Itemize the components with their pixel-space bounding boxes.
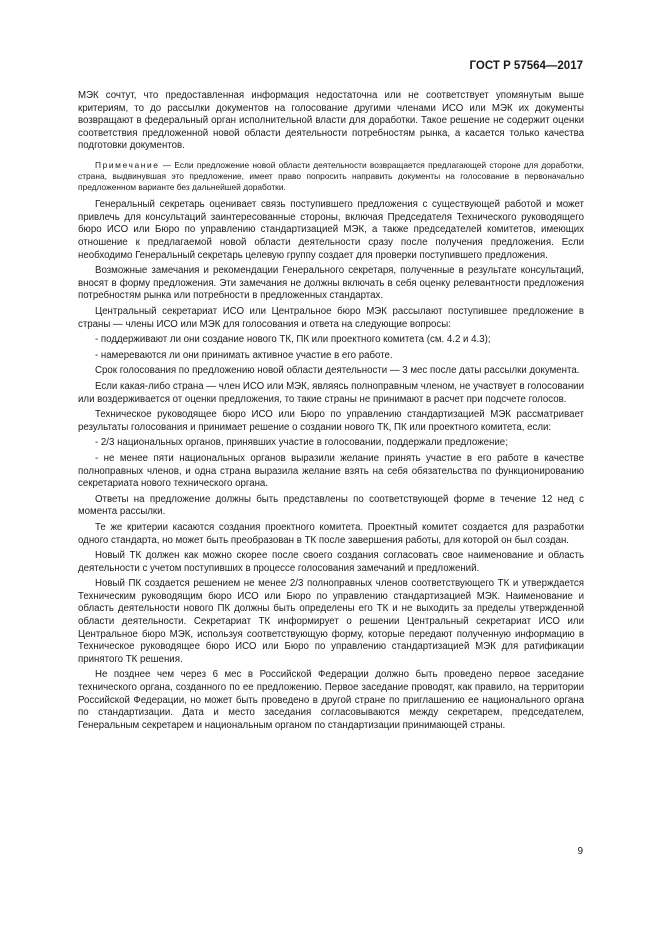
paragraph: Срок голосования по предложению новой области деятельности — 3 мес после даты рассылки документа. (95, 365, 580, 377)
paragraph: Техническое руководящее бюро ИСО или Бюро по управлению стандартизацией МЭК рассматривает результаты голосования и принимает решение о создании нового ТК, ПК или проектного комитета, если: (78, 409, 584, 433)
standard-number: ГОСТ Р 57564—2017 (469, 60, 583, 72)
paragraph: МЭК сочтут, что предоставленная информация недостаточна или не соответствует упомянутым выше критериям, то до рассылки документов на голосование другими членами ИСО или МЭК их документы возвращают в федеральный орган исполнительной власти для доработки. Такое решение не содержит оценки соответствия предложенной новой области деятельности потребностям рынка, а касается только качества подготовки документов. (78, 90, 584, 152)
paragraph: Ответы на предложение должны быть представлены по соответствующей форме в течение 12 нед с момента рассылки. (78, 493, 584, 518)
list-item: - намереваются ли они принимать активное участие в его работе. (95, 349, 393, 361)
page-number: 9 (577, 846, 583, 857)
paragraph: Не позднее чем через 6 мес в Российской Федерации должно быть проведено первое заседание технического органа, созданного по ее предложению. Первое заседание проводят, как правило, на территории Российской Федерации, но может быть проведено в другой стране по приглашению ее национального органа по стандартизации. Дата и место заседания согласовываются между секретарем, председателем, Генеральным секретарем и национальным органом по стандартизации принимающей страны. (78, 669, 584, 731)
paragraph: Новый ПК создается решением не менее 2/3 полноправных членов соответствующего ТК и утверждается Техническим руководящим бюро ИСО или Бюро по управлению стандартизацией МЭК. Наименование и область деятельности нового ПК должны быть определены его ТК и не выходить за пределы утвержденной области деятельности. Секретариат ТК информирует о решении Центральный секретариат ИСО или Центральное бюро МЭК, используя соответствующую форму, которые передают полученную информацию в Техническое руководящее бюро ИСО или Бюро по управлению стандартизацией МЭК для ратификации принятого ТК решения. (78, 578, 584, 665)
paragraph: Генеральный секретарь оценивает связь поступившего предложения с существующей работой и может привлечь для консультаций заинтересованные стороны, включая Председателя Технического руководящего бюро ИСО или Бюро по управлению стандартизацией МЭК, а также председателей комитетов, имеющих отношение к предлагаемой новой области деятельности сразу после получения предложения. Если необходимо Генеральный секретарь целевую группу создает для проверки поступившего предложения. (78, 199, 584, 261)
list-item: - не менее пяти национальных органов выразили желание принять участие в его работе в качестве полноправных членов, и одна страна выразила желание взять на себя обязательства по функционированию секретариата нового технического органа. (78, 452, 584, 490)
document-body (78, 90, 584, 735)
note-text: — Если предложение новой области деятельности возвращается предлагающей стороне для доработки, страна, выдвинувшая это предложение, имеет право попросить направить документы на голосование в первоначально предложенном варианте без дальнейшей доработки. (78, 159, 584, 193)
note-label: Примечание (95, 159, 160, 170)
paragraph: Возможные замечания и рекомендации Генерального секретаря, полученные в результате консультаций, вносят в форму предложения. Эти замечания не должны включать в себя оценку релевантности предложения потребностям рынка или потребности в предложенных стандартах. (78, 265, 584, 302)
note (78, 160, 584, 193)
paragraph: Те же критерии касаются создания проектного комитета. Проектный комитет создается для разработки одного стандарта, но может быть преобразован в ТК после завершения работы, для которой он был создан. (78, 521, 584, 546)
paragraph: Центральный секретариат ИСО или Центральное бюро МЭК рассылают поступившее предложение в страны — члены ИСО или МЭК для голосования и ответа на следующие вопросы: (78, 306, 584, 330)
paragraph: Если какая-либо страна — член ИСО или МЭК, являясь полноправным членом, не участвует в голосовании или воздерживается от оценки предложения, то такие страны не принимают в расчет при подсчете голосов. (78, 380, 584, 405)
list-item: - 2/3 национальных органов, принявших участие в голосовании, поддержали предложение; (95, 437, 508, 449)
list-item: - поддерживают ли они создание нового ТК, ПК или проектного комитета (см. 4.2 и 4.3); (95, 334, 491, 346)
paragraph: Новый ТК должен как можно скорее после своего создания согласовать свое наименование и область деятельности с учетом поступивших в процессе голосования замечаний и предложений. (78, 550, 584, 574)
